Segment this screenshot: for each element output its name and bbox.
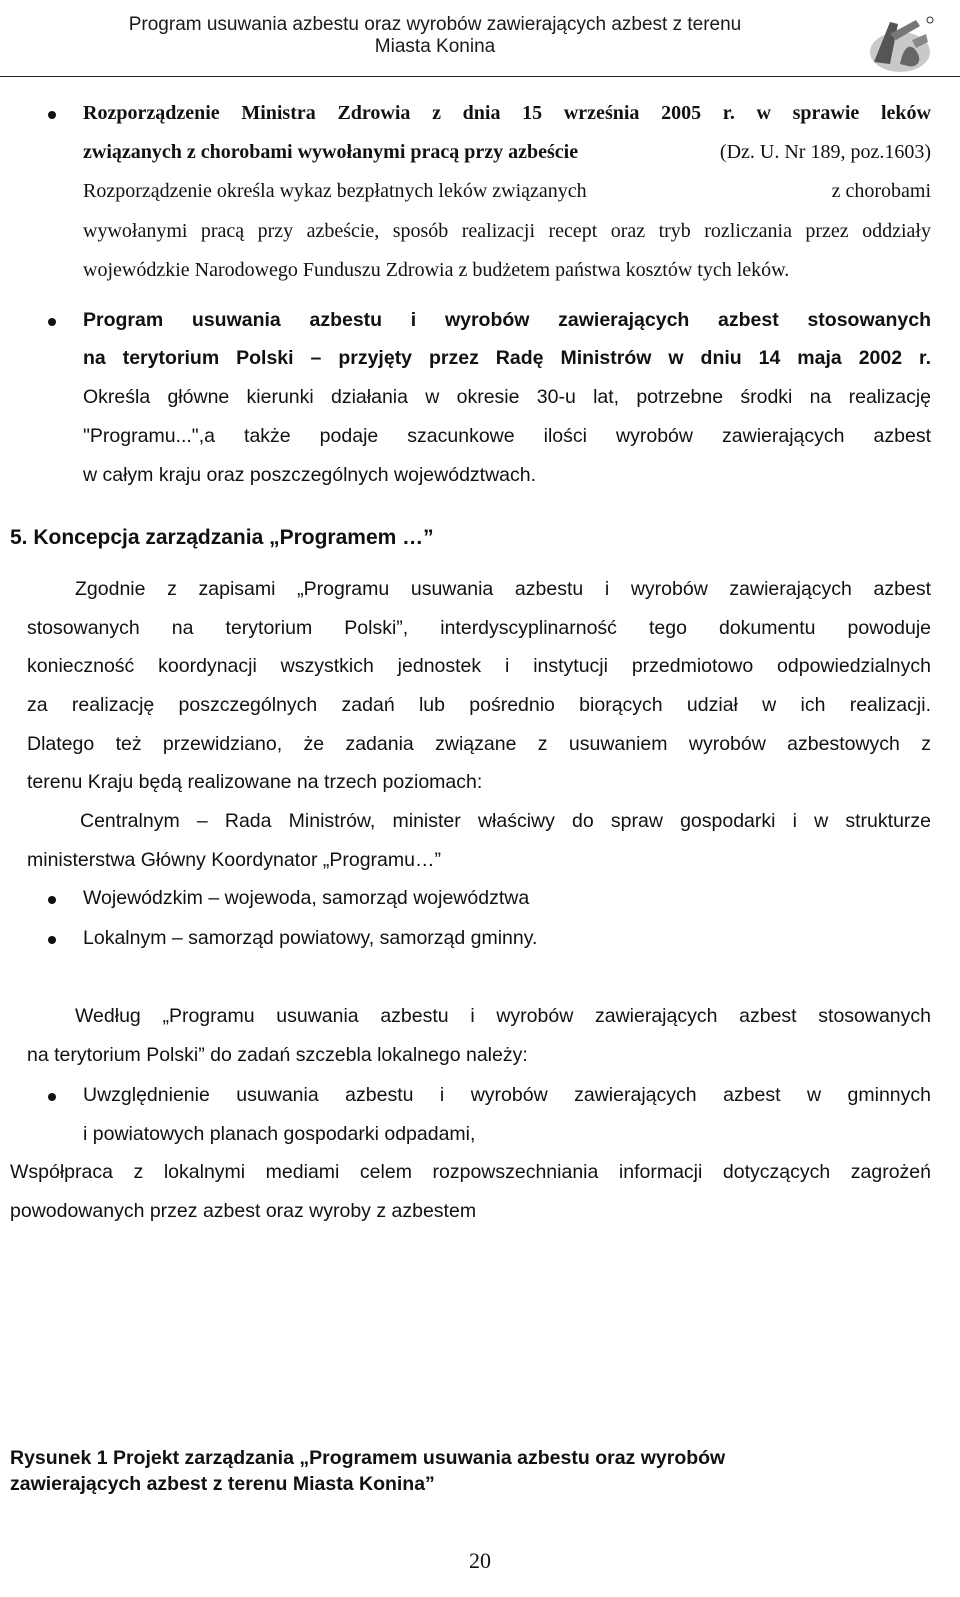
bullet-marker [48,318,56,326]
program-title-line1: Program usuwania azbestu i wyrobów zawierających azbest stosowanych [83,309,931,331]
local-task-line1: Uwzględnienie usuwania azbestu i wyrobów zawierających azbest w gminnych [83,1084,931,1106]
figure-caption-line1: Rysunek 1 Projekt zarządzania „Programem usuwania azbestu oraz wyrobów [10,1447,726,1469]
page-header [0,14,960,74]
program-desc-line1: Określa główne kierunki działania w okresie 30-u lat, potrzebne środki na realizację [83,386,931,408]
cooperation-line2: powodowanych przez azbest oraz wyroby z azbestem [10,1200,477,1222]
regulation-desc-line1 [83,180,931,203]
figure-caption-line2: zawierających azbest z terenu Miasta Konina” [10,1473,435,1495]
regulation-title-line1: Rozporządzenie Ministra Zdrowia z dnia 15 września 2005 r. w sprawie leków [83,102,931,124]
header-title [70,14,800,58]
bullet-marker [48,936,56,944]
bullet-marker [48,1093,56,1101]
header-title-line1: Program usuwania azbestu oraz wyrobów zawierających azbest z terenu [128,14,742,35]
regulation-desc-part-a: Rozporządzenie określa wykaz bezpłatnych leków związanych [83,180,587,202]
level-voivodeship: Wojewódzkim – wojewoda, samorząd województwa [83,887,530,909]
level-central-line1: Centralnym – Rada Ministrów, minister właściwy do spraw gospodarki i w strukturze [80,810,931,832]
regulation-title-bold: związanych z chorobami wywołanymi pracą przy azbeście [83,141,579,163]
regulation-reference: (Dz. U. Nr 189, poz.1603) [719,141,931,163]
bullet-marker [48,111,56,119]
page-number: 20 [469,1548,491,1573]
paragraph2-line2: na terytorium Polski” do zadań szczebla lokalnego należy: [27,1044,528,1066]
bullet-marker [48,896,56,904]
level-central-line2: ministerstwa Główny Koordynator „Programu…” [27,849,441,871]
paragraph-line: konieczność koordynacji wszystkich jednostek i instytucji przedmiotowo odpowiedzialnych [27,655,931,677]
paragraph-line: terenu Kraju będą realizowane na trzech poziomach: [27,771,483,793]
paragraph2-line1: Według „Programu usuwania azbestu i wyrobów zawierających azbest stosowanych [75,1005,931,1027]
program-desc-line2: "Programu...",a także podaje szacunkowe ilości wyrobów zawierających azbest [83,425,931,447]
local-task-line2: i powiatowych planach gospodarki odpadami, [83,1123,476,1145]
header-title-line2: Miasta Konina [374,36,496,57]
level-local: Lokalnym – samorząd powiatowy, samorząd gminny. [83,927,538,949]
section-heading: 5. Koncepcja zarządzania „Programem …” [10,526,434,549]
paragraph-line: Zgodnie z zapisami „Programu usuwania azbestu i wyrobów zawierających azbest [75,578,931,600]
cooperation-line1: Współpraca z lokalnymi mediami celem rozpowszechniania informacji dotyczących zagrożeń [10,1161,931,1183]
regulation-desc-line3: wojewódzkie Narodowego Funduszu Zdrowia z budżetem państwa kosztów tych leków. [83,259,790,281]
paragraph-line: za realizację poszczególnych zadań lub pośrednio biorących udział w ich realizacji. [27,694,931,716]
regulation-desc-line2: wywołanymi pracą przy azbeście, sposób realizacji recept oraz tryb rozliczania przez oddziały [83,220,931,242]
abrys-logo [860,14,938,74]
regulation-desc-part-b: z chorobami [831,180,931,202]
program-title-line2: na terytorium Polski – przyjęty przez Radę Ministrów w dniu 14 maja 2002 r. [83,347,931,369]
regulation-title-line2 [83,141,931,164]
program-desc-line3: w całym kraju oraz poszczególnych województwach. [83,464,537,486]
paragraph-line: stosowanych na terytorium Polski”, interdyscyplinarność tego dokumentu powoduje [27,617,931,639]
paragraph-line: Dlatego też przewidziano, że zadania związane z usuwaniem wyrobów azbestowych z [27,733,931,755]
header-divider [0,76,960,77]
logo-icon [860,14,938,74]
